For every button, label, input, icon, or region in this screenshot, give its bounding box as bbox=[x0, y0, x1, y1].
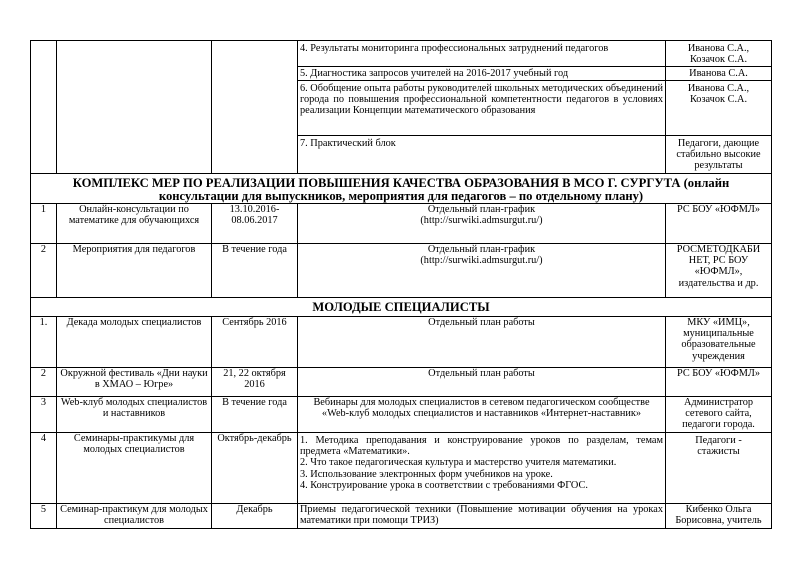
s2-row-3-responsible: Администратор сетевого сайта, педагоги города. bbox=[665, 396, 772, 433]
top-row-7-responsible: Педагоги, дающие стабильно высокие результаты bbox=[665, 135, 772, 174]
top-row-7-activity: 7. Практический блок bbox=[297, 135, 666, 174]
s1-row-1-date: 13.10.2016-08.06.2017 bbox=[211, 203, 298, 244]
s2-row-1-num: 1. bbox=[30, 316, 57, 368]
s2-row-1-name: Декада молодых специалистов bbox=[56, 316, 212, 368]
s1-row-1-form: Отдельный план-график (http://surwiki.admsurgut.ru/) bbox=[297, 203, 666, 244]
s2-row-3-name: Web-клуб молодых специалистов и наставников bbox=[56, 396, 212, 433]
s2-row-2-num: 2 bbox=[30, 367, 57, 397]
s2-row-4-date: Октябрь-декабрь bbox=[211, 432, 298, 504]
s1-row-2-num: 2 bbox=[30, 243, 57, 298]
top-row-6-activity: 6. Обобщение опыта работы руководителей школьных методических объединений города по повышения профессиональной компетентности педагогов в условиях реализации Концепции математического образования bbox=[297, 80, 666, 136]
s2-row-4-responsible: Педагоги - стажисты bbox=[665, 432, 772, 504]
s1-row-1-num: 1 bbox=[30, 203, 57, 244]
s2-row-5-responsible: Кибенко Ольга Борисовна, учитель bbox=[665, 503, 772, 529]
s2-row-2-form: Отдельный план работы bbox=[297, 367, 666, 397]
s2-row-5-num: 5 bbox=[30, 503, 57, 529]
s2-row-5-name: Семинар-практикум для молодых специалистов bbox=[56, 503, 212, 529]
s2-row-2-responsible: РС БОУ «ЮФМЛ» bbox=[665, 367, 772, 397]
s1-row-2-form: Отдельный план-график (http://surwiki.admsurgut.ru/) bbox=[297, 243, 666, 298]
s2-row-2-date: 21, 22 октября 2016 bbox=[211, 367, 298, 397]
s1-row-1-responsible: РС БОУ «ЮФМЛ» bbox=[665, 203, 772, 244]
s2-row-5-date: Декабрь bbox=[211, 503, 298, 529]
s2-row-1-responsible: МКУ «ИМЦ», муниципальные образовательные учреждения bbox=[665, 316, 772, 368]
s2-row-3-num: 3 bbox=[30, 396, 57, 433]
s1-row-2-date: В течение года bbox=[211, 243, 298, 298]
top-row-5-responsible: Иванова С.А. bbox=[665, 66, 772, 81]
section-2-header: МОЛОДЫЕ СПЕЦИАЛИСТЫ bbox=[30, 297, 772, 317]
s2-row-3-date: В течение года bbox=[211, 396, 298, 433]
s2-row-5-form: Приемы педагогической техники (Повышение мотивации обучения на уроках математики при помощи ТРИЗ) bbox=[297, 503, 666, 529]
s2-row-2-name: Окружной фестиваль «Дни науки в ХМАО – Югре» bbox=[56, 367, 212, 397]
s2-row-4-num: 4 bbox=[30, 432, 57, 504]
section-1-header: КОМПЛЕКС МЕР ПО РЕАЛИЗАЦИИ ПОВЫШЕНИЯ КАЧЕСТВА ОБРАЗОВАНИЯ В МСО Г. СУРГУТА (онлайн консультации для выпускников, мероприятия для педагогов – по отдельному плану) bbox=[30, 173, 772, 204]
s1-row-2-name: Мероприятия для педагогов bbox=[56, 243, 212, 298]
s2-row-1-date: Сентябрь 2016 bbox=[211, 316, 298, 368]
s2-row-4-items: 1. Методика преподавания и конструирование уроков по разделам, темам предмета «Математики». 2. Что такое педагогическая культура и мастерство учителя математики. 3. Использование электронных форм учебников на уроке. 4. Конструирование урока в соответствии с требованиями ФГОС. bbox=[297, 432, 666, 504]
s2-row-3-form: Вебинары для молодых специалистов в сетевом педагогическом сообществе «Web-клуб молодых специалистов и наставников «Интернет-наставник» bbox=[297, 396, 666, 433]
top-row-4-responsible: Иванова С.А., Козачок С.А. bbox=[665, 40, 772, 67]
s1-row-2-responsible: РОСМЕТОДКАБИ НЕТ, РС БОУ «ЮФМЛ», издательства и др. bbox=[665, 243, 772, 298]
cont-date-cell bbox=[211, 40, 298, 174]
top-row-6-responsible: Иванова С.А., Козачок С.А. bbox=[665, 80, 772, 136]
cont-name-cell bbox=[56, 40, 212, 174]
top-row-4-activity: 4. Результаты мониторинга профессиональных затруднений педагогов bbox=[297, 40, 666, 67]
s2-row-1-form: Отдельный план работы bbox=[297, 316, 666, 368]
s1-row-1-name: Онлайн-консультации по математике для обучающихся bbox=[56, 203, 212, 244]
s2-row-4-name: Семинары-практикумы для молодых специалистов bbox=[56, 432, 212, 504]
cont-num-cell bbox=[30, 40, 57, 174]
top-row-5-activity: 5. Диагностика запросов учителей на 2016-2017 учебный год bbox=[297, 66, 666, 81]
